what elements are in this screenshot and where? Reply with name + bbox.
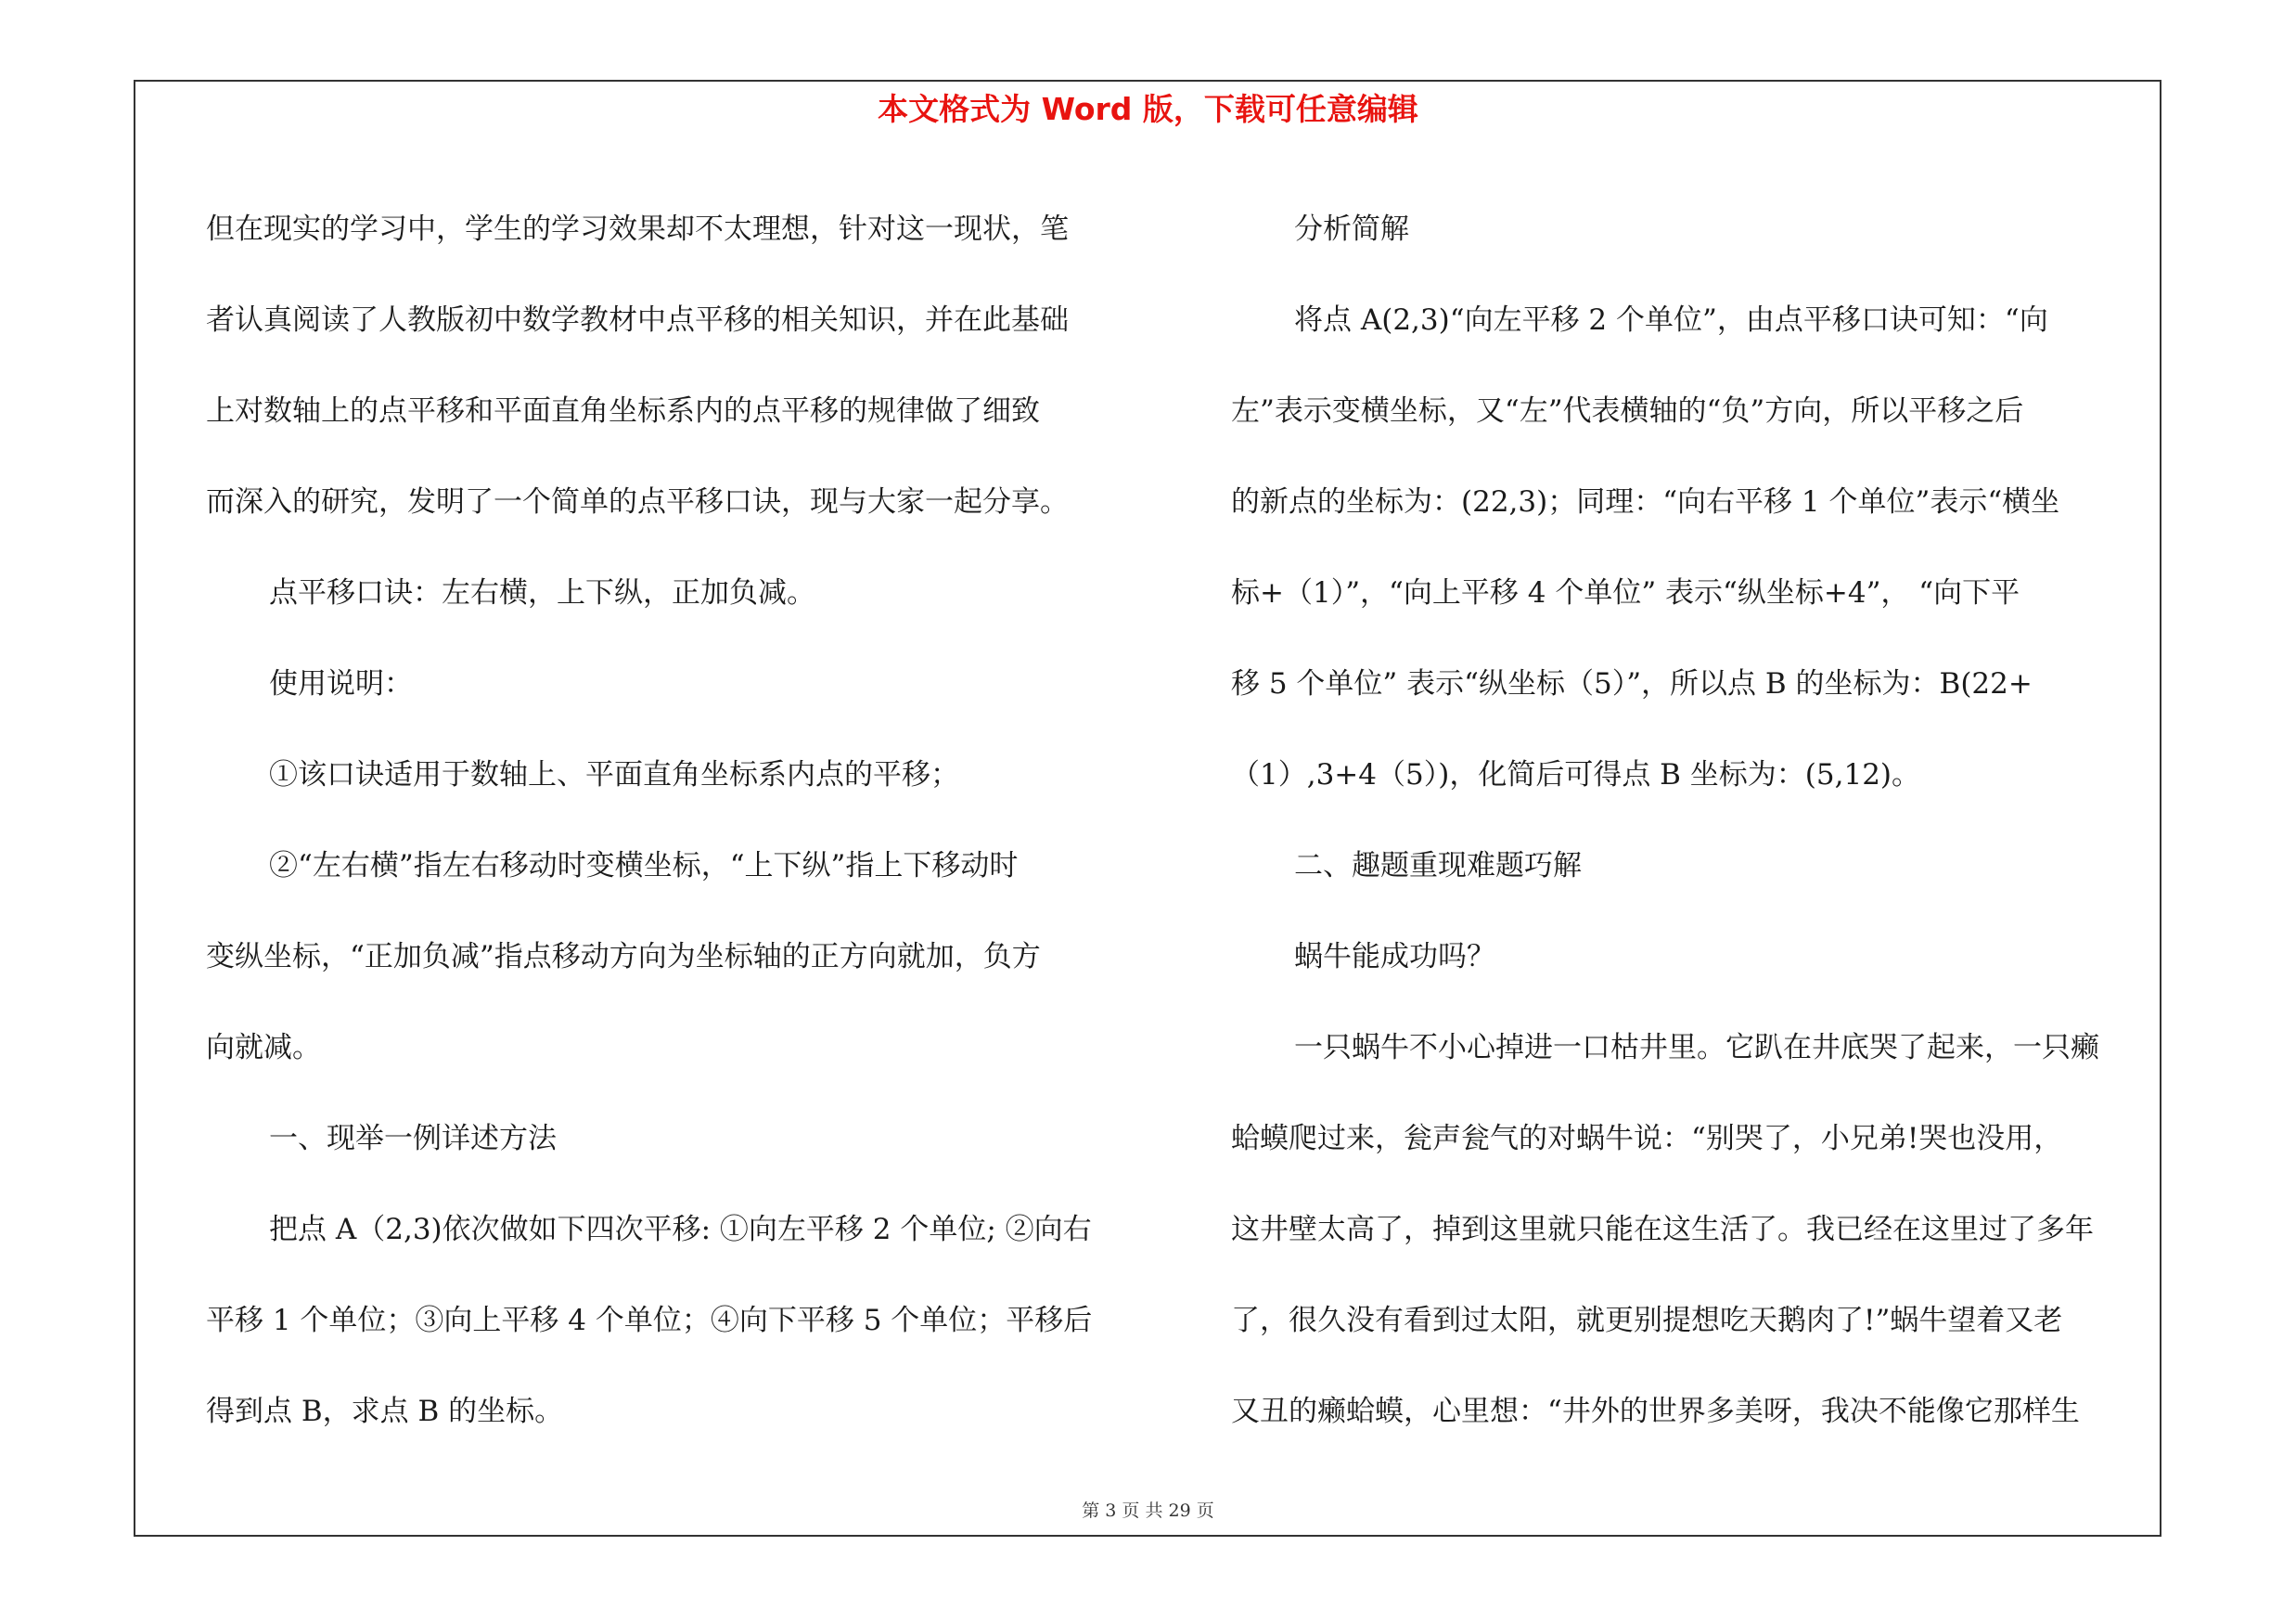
- page-number-footer: 第 3 页 共 29 页: [1082, 1501, 1214, 1521]
- paragraph-line: ②“左右横”指左右移动时变横坐标，“上下纵”指上下移动时: [269, 849, 1019, 882]
- paragraph-line: 但在现实的学习中，学生的学习效果却不太理想，针对这一现状，笔: [206, 213, 1069, 246]
- paragraph-line: 一只蜗牛不小心掉进一口枯井里。它趴在井底哭了起来，一只癞: [1294, 1031, 2099, 1064]
- paragraph-line: 这井壁太高了，掉到这里就只能在这生活了。我已经在这里过了多年: [1231, 1213, 2094, 1246]
- paragraph-line: 得到点 B，求点 B 的坐标。: [206, 1395, 564, 1428]
- paragraph-line: 了，很久没有看到过太阳，就更别提想吃天鹅肉了!”蜗牛望着又老: [1231, 1304, 2063, 1337]
- paragraph-line: 平移 1 个单位；③向上平移 4 个单位；④向下平移 5 个单位；平移后: [206, 1304, 1093, 1337]
- paragraph-line: （1）,3+4（5）)，化简后可得点 B 坐标为：(5,12)。: [1231, 758, 1921, 792]
- section-heading: 二、趣题重现难题巧解: [1294, 849, 1582, 882]
- paragraph-line: 者认真阅读了人教版初中数学教材中点平移的相关知识，并在此基础: [206, 303, 1069, 337]
- page-header-title: 本文格式为 Word 版，下载可任意编辑: [878, 91, 1418, 127]
- paragraph-line: 标+（1）”，“向上平移 4 个单位” 表示“纵坐标+4”， “向下平: [1231, 576, 2020, 610]
- paragraph-line: 上对数轴上的点平移和平面直角坐标系内的点平移的规律做了细致: [206, 394, 1040, 428]
- paragraph-line: 蛤蟆爬过来，瓮声瓮气的对蜗牛说：“别哭了，小兄弟!哭也没用，: [1231, 1122, 2063, 1155]
- paragraph-line: 变纵坐标，“正加负减”指点移动方向为坐标轴的正方向就加，负方: [206, 940, 1041, 973]
- paragraph-line: ①该口诀适用于数轴上、平面直角坐标系内点的平移；: [269, 758, 959, 792]
- paragraph-line: 把点 A（2,3)依次做如下四次平移: ①向左平移 2 个单位; ②向右: [269, 1213, 1092, 1246]
- paragraph-line: 的新点的坐标为：(22,3)；同理：“向右平移 1 个单位”表示“横坐: [1231, 485, 2060, 519]
- section-heading: 分析简解: [1294, 213, 1409, 246]
- left-column: [206, 184, 1157, 1457]
- paragraph-line: 点平移口诀：左右横，上下纵，正加负减。: [269, 576, 815, 610]
- paragraph-line: 又丑的癞蛤蟆，心里想：“井外的世界多美呀，我决不能像它那样生: [1231, 1395, 2080, 1428]
- paragraph-line: 使用说明：: [269, 667, 413, 701]
- paragraph-line: 将点 A(2,3)“向左平移 2 个单位”，由点平移口诀可知：“向: [1294, 303, 2048, 337]
- paragraph-line: 移 5 个单位” 表示“纵坐标（5）”，所以点 B 的坐标为：B(22+: [1231, 667, 2033, 701]
- paragraph-line: 而深入的研究，发明了一个简单的点平移口诀，现与大家一起分享。: [206, 485, 1069, 519]
- paragraph-line: 左”表示变横坐标，又“左”代表横轴的“负”方向，所以平移之后: [1231, 394, 2024, 428]
- paragraph-line: 蜗牛能成功吗？: [1294, 940, 1495, 973]
- right-column: [1231, 184, 2157, 1457]
- section-heading: 一、现举一例详述方法: [269, 1122, 557, 1155]
- paragraph-line: 向就减。: [206, 1031, 321, 1064]
